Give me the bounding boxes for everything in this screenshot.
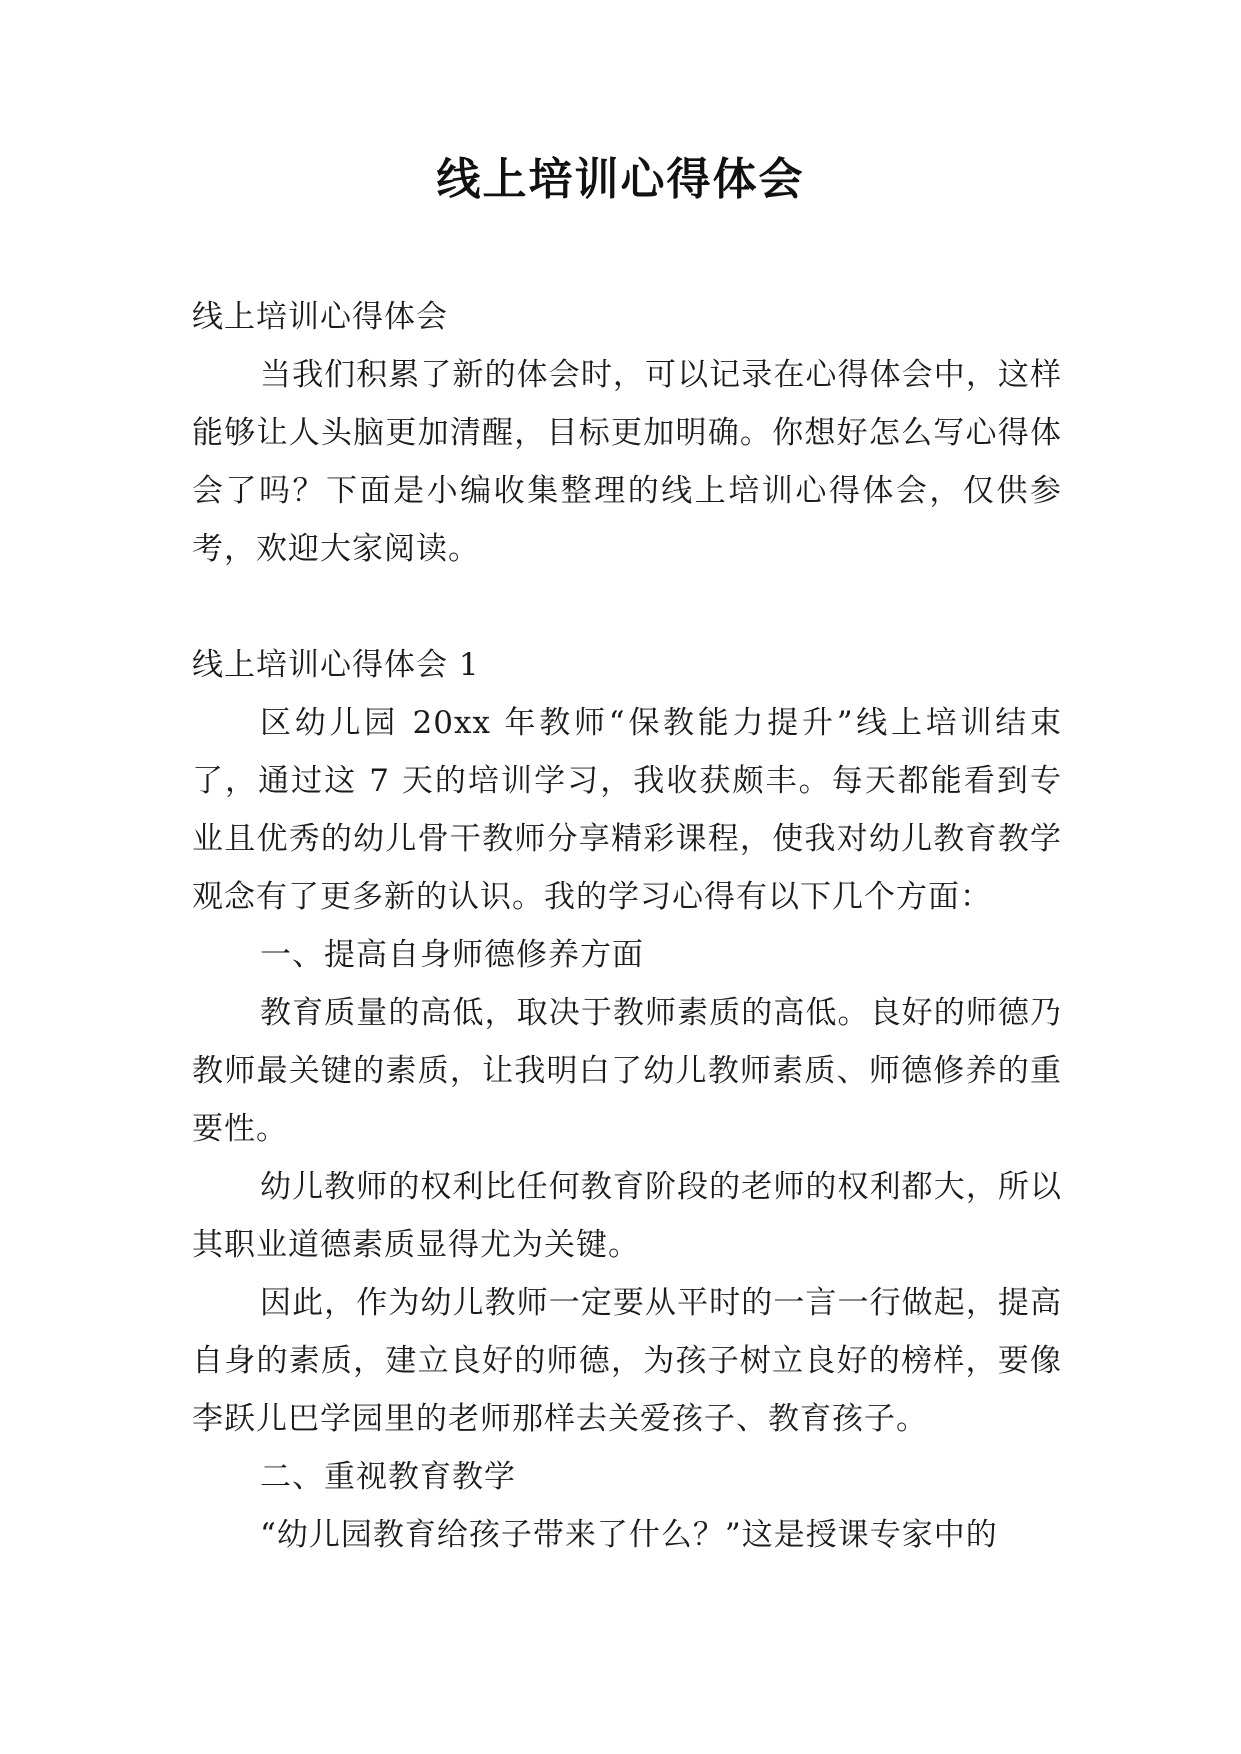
paragraph-4: 因此，作为幼儿教师一定要从平时的一言一行做起，提高自身的素质，建立良好的师德，为孩子树立良好的榜样，要像李跃儿巴学园里的老师那样去关爱孩子、教育孩子。	[192, 1285, 1062, 1437]
intro-paragraph: 当我们积累了新的体会时，可以记录在心得体会中，这样能够让人头脑更加清醒，目标更加明确。你想好怎么写心得体会了吗？下面是小编收集整理的线上培训心得体会，仅供参考，欢迎大家阅读。	[192, 357, 1062, 567]
paragraph-5: “幼儿园教育给孩子带来了什么？”这是授课专家中的	[260, 1517, 998, 1553]
paragraph-1: 区幼儿园 20xx 年教师“保教能力提升”线上培训结束了，通过这 7 天的培训学习，我收获颇丰。每天都能看到专业且优秀的幼儿骨干教师分享精彩课程，使我对幼儿教育教学观念有了更多新的认识。我的学习心得有以下几个方面：	[192, 705, 1062, 915]
page-title: 线上培训心得体会	[436, 154, 805, 205]
paragraph-3: 幼儿教师的权利比任何教育阶段的老师的权利都大，所以其职业道德素质显得尤为关键。	[192, 1169, 1062, 1263]
paragraph-2: 教育质量的高低，取决于教师素质的高低。良好的师德乃教师最关键的素质，让我明白了幼儿教师素质、师德修养的重要性。	[192, 995, 1062, 1147]
document-body	[192, 288, 1062, 1564]
intro-heading: 线上培训心得体会	[192, 299, 448, 335]
subheading-1: 一、提高自身师德修养方面	[260, 937, 644, 973]
section-heading-1: 线上培训心得体会 1	[192, 647, 480, 683]
subheading-2: 二、重视教育教学	[260, 1459, 516, 1495]
paragraph-spacer	[192, 578, 1062, 636]
